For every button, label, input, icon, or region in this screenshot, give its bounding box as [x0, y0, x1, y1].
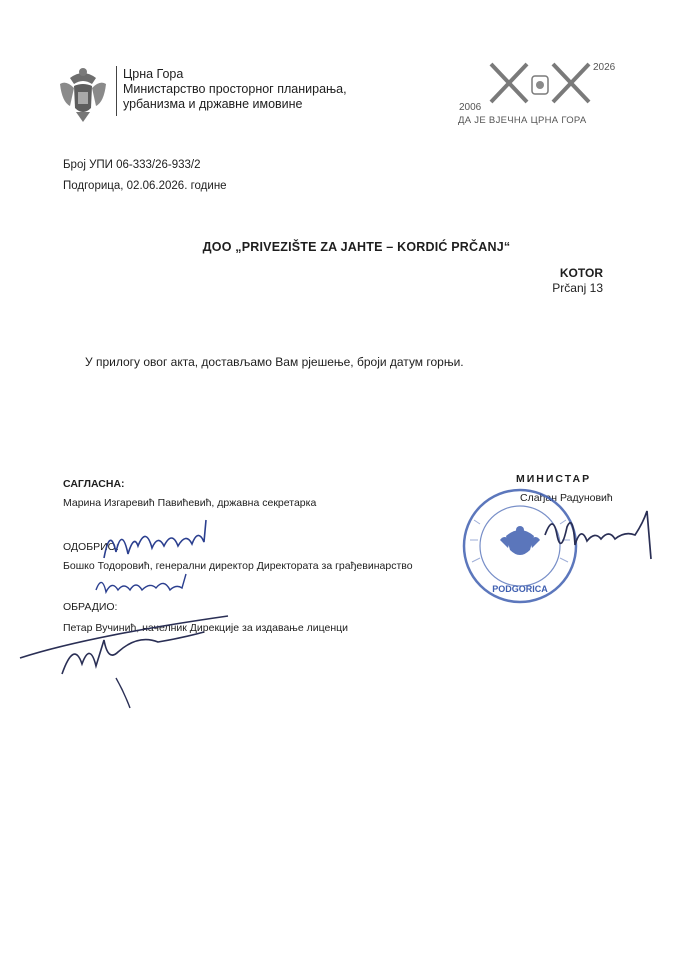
anniversary-slogan: ДА ЈЕ ВЈЕЧНА ЦРНА ГОРА — [458, 115, 587, 126]
coat-of-arms-icon — [56, 62, 110, 124]
minister-name: Слађан Радуновић — [520, 492, 613, 504]
stamp-emblem-icon — [500, 526, 540, 555]
anniversary-year-end: 2026 — [593, 62, 616, 73]
org-ministry-line2: урбанизма и државне имовине — [123, 97, 303, 111]
recipient-name-row — [0, 240, 679, 254]
processed-label: ОБРАДИО: — [63, 601, 118, 613]
approver-signature — [100, 516, 212, 564]
minister-title: МИНИСТАР — [516, 473, 592, 485]
org-country: Црна Гора — [123, 67, 184, 81]
approver-initials-signature — [92, 570, 192, 600]
stamp-city: PODGORICA — [492, 584, 548, 594]
org-ministry-line1: Министарство просторног планирања, — [123, 82, 347, 96]
minister-signature — [543, 505, 657, 563]
anniversary-logo — [455, 56, 625, 126]
organization-block — [123, 67, 347, 112]
recipient-city: KOTOR — [559, 266, 603, 280]
recipient-name: ДОО „PRIVEZIŠTE ZA JAHTE – KORDIĆ PRČANJ“ — [202, 240, 511, 254]
header-divider — [116, 66, 117, 116]
reference-place-date: Подгорица, 02.06.2026. године — [63, 180, 227, 192]
processed-name: Петар Вучинић, начелник Дирекције за издавање лиценци — [63, 622, 349, 634]
recipient-address-block — [552, 266, 603, 296]
anniversary-year-start: 2006 — [459, 102, 482, 113]
processor-signature — [18, 612, 243, 712]
recipient-address: Prčanj 13 — [552, 281, 603, 295]
approved-name: Бошко Тодоровић, генерални директор Директората за грађевинарство — [63, 560, 413, 572]
body-text: У прилогу овог акта, достављамо Вам рјешење, броји датум горњи. — [85, 355, 464, 369]
reference-number: Број УПИ 06-333/26-933/2 — [63, 159, 201, 171]
agreed-name: Марина Изгаревић Павићевић, државна секретарка — [63, 497, 317, 509]
agreed-label: САГЛАСНА: — [63, 478, 125, 490]
anniversary-emblem-icon — [532, 76, 548, 94]
approved-label: ОДОБРИО: — [63, 541, 119, 553]
